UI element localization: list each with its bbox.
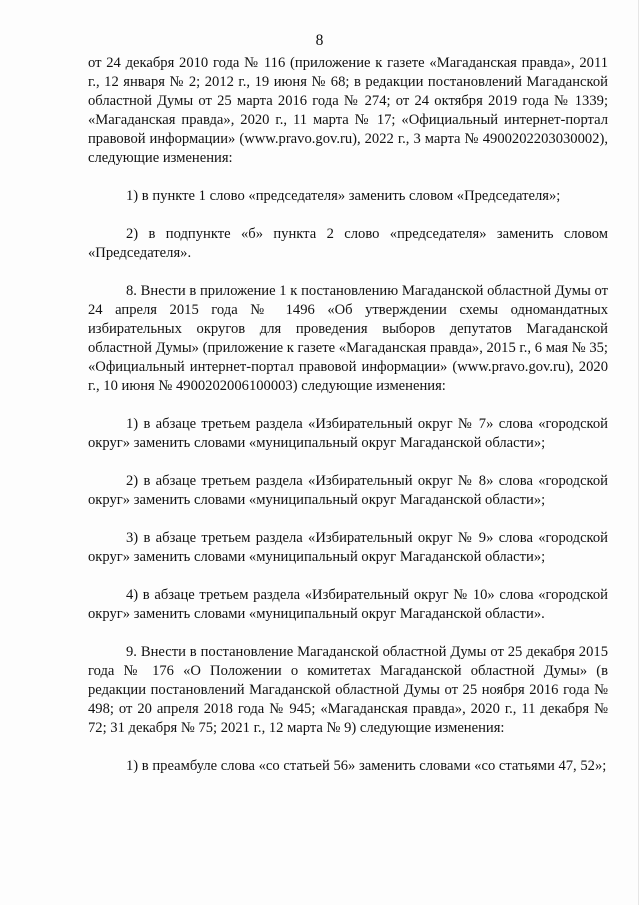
paragraph-section-9: 9. Внести в постановление Магаданской областной Думы от 25 декабря 2015 года № 176 «О Положении о комитетах Магаданской областной Думы» (в редакции постановлений Магаданской областной Думы от 25 ноября 2016 года № 498; от 20 апреля 2018 года № 945; «Магаданская правда», 2020 г., 11 декабря № 72; 31 декабря № 75; 2021 г., 12 марта № 9) следующие изменения: xyxy=(88,644,608,736)
document-body xyxy=(88,54,608,795)
paragraph-section-8-item-4: 4) в абзаце третьем раздела «Избирательный округ № 10» слова «городской округ» заменить словами «муниципальный округ Магаданской области». xyxy=(88,587,608,622)
paragraph-section-8-item-1: 1) в абзаце третьем раздела «Избирательный округ № 7» слова «городской округ» заменить словами «муниципальный округ Магаданской области»; xyxy=(88,416,608,451)
paragraph-section-8-item-3: 3) в абзаце третьем раздела «Избирательный округ № 9» слова «городской округ» заменить словами «муниципальный округ Магаданской области»; xyxy=(88,530,608,565)
paragraph-item-2: 2) в подпункте «б» пункта 2 слово «председателя» заменить словом «Председателя». xyxy=(88,226,608,261)
paragraph-item-1: 1) в пункте 1 слово «председателя» заменить словом «Председателя»; xyxy=(126,188,561,204)
paragraph-section-8: 8. Внести в приложение 1 к постановлению Магаданской областной Думы от 24 апреля 2015 года № 1496 «Об утверждении схемы одномандатных избирательных округов для проведения выборов депутатов Магаданской областной Думы» (приложение к газете «Магаданская правда», 2015 г., 6 мая № 35; «Официальный интернет-портал правовой информации» (www.pravo.gov.ru), 2020 г., 10 июня № 4900202006100003) следующие изменения: xyxy=(88,283,608,394)
paragraph-section-8-item-2: 2) в абзаце третьем раздела «Избирательный округ № 8» слова «городской округ» заменить словами «муниципальный округ Магаданской области»; xyxy=(88,473,608,508)
page-number: 8 xyxy=(315,32,324,49)
paragraph-section-9-item-1: 1) в преамбуле слова «со статьей 56» заменить словами «со статьями 47, 52»; xyxy=(126,758,607,774)
paragraph-continuation: от 24 декабря 2010 года № 116 (приложение к газете «Магаданская правда», 2011 г., 12 января № 2; 2012 г., 19 июня № 68; в редакции постановлений Магаданской областной Думы от 25 марта 2016 года № 274; от 24 октября 2019 года № 1339; «Магаданская правда», 2020 г., 11 марта № 17; «Официальный интернет-портал правовой информации» (www.pravo.gov.ru), 2022 г., 3 марта № 4900202203030002), следующие изменения: xyxy=(88,55,608,166)
